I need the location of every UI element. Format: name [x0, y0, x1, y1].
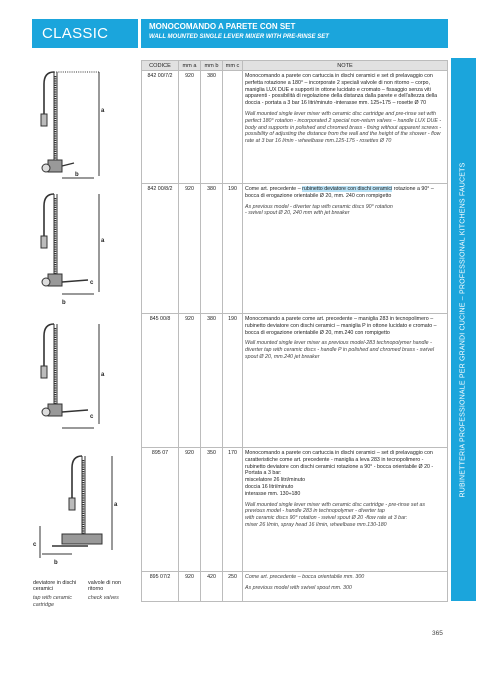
- note-italian: Monocomando a parete con cartuccia in dischi ceramici – set di prelavaggio con caratteristiche come art. precedente - maniglia a leva 283 in tecnopolimero - rubinetto deviatore con dischi ceramici rotazione a 90° - bocca orientabile Ø 20 - Portata a 3 bar:: [245, 450, 434, 477]
- note-italian: Monocomando a parete come art. precedente – maniglia 283 in tecnopolimero – rubinetto deviatore con dischi ceramici – maniglia P in ottone lucidato e cromato – bocca di erogazione orientabile Ø 20, mm.240 con rompigetto: [245, 316, 437, 336]
- cell-note: [243, 314, 448, 448]
- col-header-code: CODICE: [142, 61, 179, 71]
- cell-a: 920: [179, 71, 201, 184]
- dimension-label-b: b: [75, 172, 79, 178]
- spec-table: [141, 60, 448, 602]
- dimension-label-c: c: [90, 280, 94, 286]
- cell-c: [223, 71, 243, 184]
- section-subtitle: WALL MOUNTED SINGLE LEVER MIXER WITH PRE-RINSE SET: [149, 34, 329, 40]
- highlighted-text: rubinetto deviatore con dischi ceramici: [302, 186, 393, 192]
- col-header-b: mm b: [201, 61, 223, 71]
- note-english: Wall mounted single lever mixer with ceramic disc cartridge and pre-rinse set with perfect 180° rotation - incorporated 2 special non-return valves – handle LUX DUE - body and supports in polished and chromed brass - fixing without apparent screws - possibility of adjusting the distance from the wall and the height of the shower - flow rate at 3 bar 16 l/min - wheelbase mm.125-175 - rosettes Ø 70: [245, 110, 442, 145]
- cell-note: [243, 572, 448, 602]
- dimension-label-a: a: [114, 502, 118, 508]
- table-row: [142, 314, 448, 448]
- cell-b: 380: [201, 71, 223, 184]
- table-header-row: [142, 61, 448, 71]
- note-italian: Come art. precedente – rubinetto deviatore con dischi ceramici rotazione a 90° – bocca di erogazione orientabile Ø 20, mm. 240 con rompigetto: [245, 186, 434, 199]
- col-header-a: mm a: [179, 61, 201, 71]
- legend-diverter: [33, 580, 83, 608]
- cell-a: 920: [179, 572, 201, 602]
- cell-note: [243, 71, 448, 184]
- cell-a: 920: [179, 448, 201, 572]
- table-row: [142, 184, 448, 314]
- faucet-illustration-2: [32, 184, 138, 312]
- series-label: CLASSIC: [32, 19, 138, 48]
- cell-code: 895 07: [142, 448, 179, 572]
- section-title: MONOCOMANDO A PARETE CON SET: [149, 22, 296, 31]
- cell-c: 190: [223, 184, 243, 314]
- dimension-label-a: a: [101, 108, 105, 114]
- side-band-text: RUBINETTERIA PROFESSIONALE PER GRANDI CUCINE – PROFESSIONAL KITCHENS FAUCETS: [459, 162, 467, 498]
- table-row: [142, 572, 448, 602]
- cell-b: 350: [201, 448, 223, 572]
- cell-note: [243, 448, 448, 572]
- table-row: [142, 71, 448, 184]
- note-english: As previous model with swivel spout mm. 300: [245, 584, 352, 591]
- note-english-line: with ceramic discs 90° rotation - swivel spout Ø 20 -flow rate at 3 bar:: [245, 515, 408, 522]
- legend-check-valves-en: check valves: [88, 595, 119, 602]
- cell-note: [243, 184, 448, 314]
- faucet-illustration-1: [32, 62, 138, 182]
- legend-check-valves: [88, 580, 134, 602]
- cell-code: 842 00/8/2: [142, 184, 179, 314]
- dimension-label-c: c: [90, 414, 94, 420]
- faucet-illustration-4: [32, 446, 138, 578]
- cell-a: 920: [179, 184, 201, 314]
- page-number: 365: [432, 630, 443, 637]
- cell-c: 250: [223, 572, 243, 602]
- legend-check-valves-it: valvole di non ritorno: [88, 580, 121, 593]
- note-english: As previous model - diverter tap with ceramic discs 90° rotation: [245, 203, 393, 210]
- dimension-label-b: b: [54, 560, 58, 566]
- legend-diverter-it: deviatore in dischi ceramici: [33, 580, 77, 593]
- note-italian-line: doccia 16 litri/minuto: [245, 483, 294, 490]
- cell-c: 170: [223, 448, 243, 572]
- dimension-label-b: b: [62, 300, 66, 306]
- cell-b: 380: [201, 314, 223, 448]
- dimension-label-c: c: [33, 542, 37, 548]
- cell-b: 420: [201, 572, 223, 602]
- legend-diverter-en: tap with ceramic cartridge: [33, 595, 72, 608]
- note-italian: Come art. precedente – bocca orientabile mm. 300: [245, 574, 365, 580]
- note-italian: Monocomando a parete con cartuccia in dischi ceramici e set di prelavaggio con perfetta rotazione a 180° – incorporate 2 speciali valvole di non ritorno – corpo, maniglia LUX DUE e supporti in ottone lucidato e cromato – fissaggio senza viti apparenti - possibilità di regolazione della distanza dalla parete e dell'altezza della doccia - portata a 3 bar 16 litri/minuto -interasse mm. 125÷175 – rosette Ø 70: [245, 73, 438, 107]
- faucet-illustration-3: [32, 314, 138, 444]
- dimension-label-a: a: [101, 372, 105, 378]
- section-header: [141, 19, 448, 48]
- note-english-2: - swivel spout Ø 20, 240 mm with jet breaker: [245, 210, 350, 217]
- table-row: [142, 448, 448, 572]
- cell-b: 380: [201, 184, 223, 314]
- cell-code: 845 00/8: [142, 314, 179, 448]
- note-english-line: mixer 26 l/min, spray head 16 l/min, wheelbase mm.130-180: [245, 521, 387, 528]
- cell-code: 895 07/2: [142, 572, 179, 602]
- cell-code: 842 00/7/2: [142, 71, 179, 184]
- dimension-label-a: a: [101, 238, 105, 244]
- cell-a: 920: [179, 314, 201, 448]
- note-italian-line: miscelatore 26 litri/minuto: [245, 477, 306, 484]
- cell-c: 190: [223, 314, 243, 448]
- col-header-note: NOTE: [243, 61, 448, 71]
- col-header-c: mm c: [223, 61, 243, 71]
- note-english: Wall mounted single lever mixer as previous model-283 technopolymer handle - diverter tap with ceramic discs - handle P in polished and chromed brass - swivel spout Ø 20, mm.240 jet breaker: [245, 340, 435, 360]
- note-english: Wall mounted single lever mixer with ceramic disc cartridge - pre-rinse set as previous model - handle 283 in technopolymer - diverter tap: [245, 501, 426, 515]
- note-italian-line: interasse mm. 130÷180: [245, 490, 301, 497]
